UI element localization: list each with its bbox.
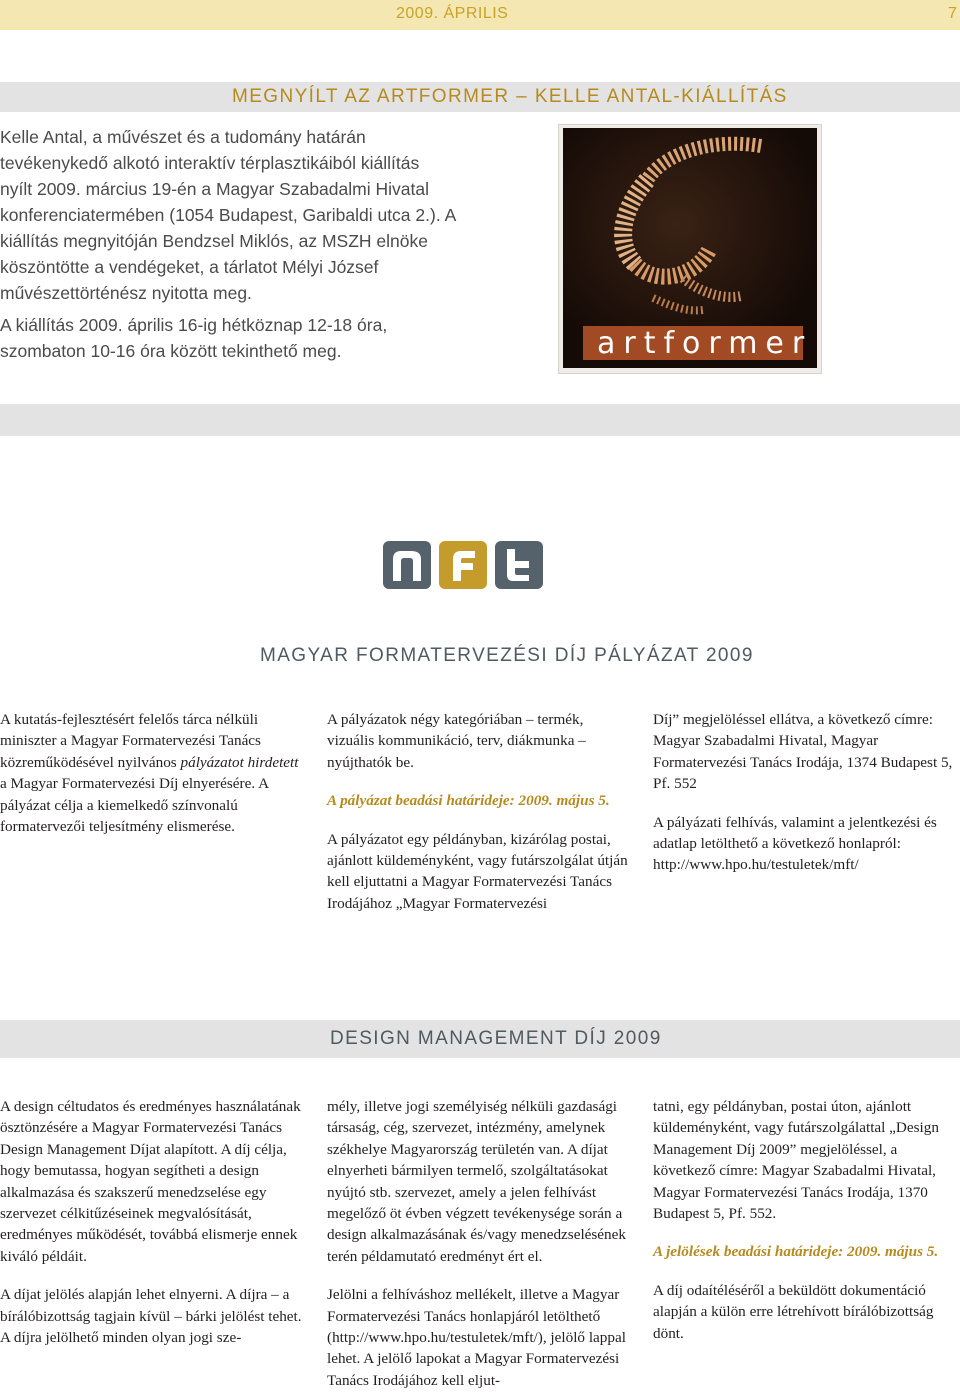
dm-address: tatni, egy példányban, postai úton, ajánlott küldeményként, vagy futárszolgálattal „Design Management Díj 2009” megjelöléssel, a következő címre: Magyar Szabadalmi Hivatal, Magyar Formatervezési Tanács Irodája, 1370 Budapest 5, Pf. 552. (653, 1098, 939, 1223)
mft-column-2 (327, 709, 633, 931)
dm-form-text-a: Jelölni a felhíváshoz mellékelt, illetve a Magyar Formatervezési Tanács honlapjáról letölthető ( (327, 1286, 620, 1347)
dm-nomination-form (327, 1284, 633, 1391)
dm-link[interactable]: http://www.hpo.hu/testuletek/mft/ (332, 1329, 538, 1347)
dm-column-1 (0, 1096, 306, 1365)
mft-logo-mark (383, 541, 543, 589)
dm-eligibility: mély, illetve jogi személyiség nélküli gazdasági társaság, cég, szervezet, intézmény, amelynek székhelye Magyarország területén van. A díjat elnyerheti bármilyen termelő, szolgáltatásokat nyújtó stb. szervezet, amely a jelen felhívást megelőző öt évben végzett tevékenysége során a design alkalmazásának és/vagy menedzselésének terén példamutató eredményt ért el. (327, 1098, 626, 1265)
dm-nomination: A díjat jelölés alapján lehet elnyerni. A díjra – a bírálóbizottság tagjain kívül – bárki jelölést tehet. A díjra jelölhető minden olyan jogi sze- (0, 1286, 302, 1347)
dm-deadline: A jelölések beadási határideje: 2009. május 5. (653, 1243, 939, 1261)
mft-download-text: A pályázati felhívás, valamint a jelentkezési és adatlap letölthető a következő honlapról: (653, 813, 937, 853)
mft-categories: A pályázatok négy kategóriában – termék, vizuális kommunikáció, terv, diákmunka – nyújthatók be. (327, 711, 586, 771)
dm-column-3 (653, 1096, 959, 1361)
page-number: 7 (948, 5, 957, 22)
mft-intro-text-a: A kutatás-fejlesztésért felelős tárca nélküli miniszter a Magyar Formatervezési Tanács közreműködésével nyilvános (0, 711, 261, 771)
poster-artwork (563, 128, 817, 368)
artformer-title: MEGNYÍLT AZ ARTFORMER – KELLE ANTAL-KIÁLLÍTÁS (232, 86, 788, 107)
mft-intro (0, 709, 306, 837)
artformer-paragraph-1: Kelle Antal, a művészet és a tudomány határán tevékenykedő alkotó interaktív térplasztikáiból kiállítás nyílt 2009. március 19-én a Magyar Szabadalmi Hivatal konferenciatermében (1054 Budapest, Garibaldi utca 2.). A kiállítás megnyitóján Bendzsel Miklós, az MSZH elnöke köszöntötte a vendégeket, a tárlatot Mélyi József művészettörténész nyitotta meg. (0, 127, 456, 303)
mft-logo (383, 541, 543, 589)
mft-intro-emphasis: pályázatot hirdetett (180, 753, 299, 771)
mft-column-1 (0, 709, 306, 854)
artformer-paragraph-2: A kiállítás 2009. április 16-ig hétköznap 12-18 óra, szombaton 10-16 óra között tekinthető meg. (0, 315, 388, 361)
dm-intro: A design céltudatos és eredményes használatának ösztönzésére a Magyar Formatervezési Tanács Design Management Díjat alapított. A díj célja, hogy bemutassa, hogyan segítheti a design alkalmazása és szakszerű menedzselése egy szervezet célkitűzéseinek megvalósítását, eredményes működését, továbbá elismerje ennek kiváló példáit. (0, 1098, 301, 1265)
mft-download-info (653, 812, 959, 876)
section-divider-band (0, 404, 960, 436)
issue-date: 2009. ÁPRILIS (396, 5, 509, 22)
mft-address: Díj” megjelöléssel ellátva, a következő címre: Magyar Szabadalmi Hivatal, Magyar Formatervezési Tanács Irodája, 1374 Budapest 5, Pf. 552 (653, 711, 953, 793)
mft-submission: A pályázatot egy példányban, kizárólag postai, ajánlott küldeményként, vagy futárszolgálat útján kell eljuttatni a Magyar Formatervezési Tanács Irodájához „Magyar Formatervezési (327, 830, 628, 912)
poster-logo-text: artformer (597, 326, 813, 361)
dm-jury: A díj odaítéléséről a beküldött dokumentáció alapján a külön erre létrehívott bírálóbizottság dönt. (653, 1281, 934, 1342)
dm-title: DESIGN MANAGEMENT DÍJ 2009 (330, 1028, 662, 1049)
artformer-poster (558, 124, 822, 374)
artformer-text (0, 124, 456, 370)
mft-deadline: A pályázat beadási határideje: 2009. május 5. (327, 792, 610, 810)
mft-intro-text-b: a Magyar Formatervezési Díj elnyerésére. A pályázat célja a kiemelkedő színvonalú formatervezői teljesítmény elismerése. (0, 775, 269, 836)
dm-form-text-b: ), jelölő lappal lehet. A jelölő lapokat a Magyar Formatervezési Tanács Irodájához kell eljut- (327, 1329, 626, 1389)
dm-column-2 (327, 1096, 633, 1396)
mft-column-3 (653, 709, 959, 893)
mft-title: MAGYAR FORMATERVEZÉSI DÍJ PÁLYÁZAT 2009 (260, 645, 754, 666)
mft-link[interactable]: http://www.hpo.hu/testuletek/mft/ (653, 856, 859, 874)
